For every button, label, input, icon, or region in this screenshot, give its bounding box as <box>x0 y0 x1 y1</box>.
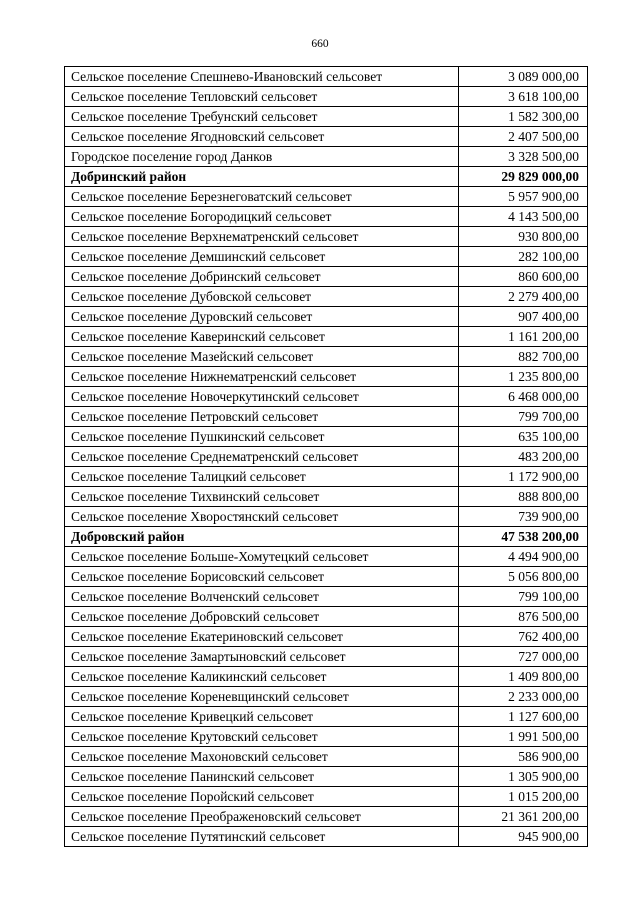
settlement-name-cell: Городское поселение город Данков <box>65 147 459 167</box>
table-row <box>65 347 588 367</box>
amount-cell: 1 235 800,00 <box>459 367 588 387</box>
amount-cell: 1 409 800,00 <box>459 667 588 687</box>
district-amount-cell: 29 829 000,00 <box>459 167 588 187</box>
amount-cell: 799 700,00 <box>459 407 588 427</box>
amount-cell: 3 089 000,00 <box>459 67 588 87</box>
amount-cell: 860 600,00 <box>459 267 588 287</box>
amount-cell: 4 494 900,00 <box>459 547 588 567</box>
settlement-name-cell: Сельское поселение Богородицкий сельсовет <box>65 207 459 227</box>
table-row <box>65 627 588 647</box>
district-name-cell: Добринский район <box>65 167 459 187</box>
settlement-name-cell: Сельское поселение Петровский сельсовет <box>65 407 459 427</box>
settlement-name-cell: Сельское поселение Березнеговатский сельсовет <box>65 187 459 207</box>
table-row <box>65 87 588 107</box>
amount-cell: 1 991 500,00 <box>459 727 588 747</box>
district-amount-cell: 47 538 200,00 <box>459 527 588 547</box>
settlement-name-cell: Сельское поселение Волченский сельсовет <box>65 587 459 607</box>
amount-cell: 727 000,00 <box>459 647 588 667</box>
budget-table-body <box>65 67 588 847</box>
settlement-name-cell: Сельское поселение Махоновский сельсовет <box>65 747 459 767</box>
table-row <box>65 287 588 307</box>
amount-cell: 1 582 300,00 <box>459 107 588 127</box>
amount-cell: 586 900,00 <box>459 747 588 767</box>
settlement-name-cell: Сельское поселение Демшинский сельсовет <box>65 247 459 267</box>
settlement-name-cell: Сельское поселение Спешнево-Ивановский сельсовет <box>65 67 459 87</box>
table-row <box>65 807 588 827</box>
settlement-name-cell: Сельское поселение Тихвинский сельсовет <box>65 487 459 507</box>
settlement-name-cell: Сельское поселение Требунский сельсовет <box>65 107 459 127</box>
settlement-name-cell: Сельское поселение Верхнематренский сельсовет <box>65 227 459 247</box>
table-row <box>65 567 588 587</box>
table-row <box>65 507 588 527</box>
district-name-cell: Добровский район <box>65 527 459 547</box>
settlement-name-cell: Сельское поселение Каликинский сельсовет <box>65 667 459 687</box>
settlement-name-cell: Сельское поселение Добринский сельсовет <box>65 267 459 287</box>
settlement-name-cell: Сельское поселение Мазейский сельсовет <box>65 347 459 367</box>
amount-cell: 1 172 900,00 <box>459 467 588 487</box>
table-row <box>65 787 588 807</box>
settlement-name-cell: Сельское поселение Нижнематренский сельсовет <box>65 367 459 387</box>
table-row <box>65 427 588 447</box>
table-row <box>65 467 588 487</box>
table-row <box>65 227 588 247</box>
amount-cell: 1 305 900,00 <box>459 767 588 787</box>
table-row <box>65 127 588 147</box>
amount-cell: 1 161 200,00 <box>459 327 588 347</box>
amount-cell: 882 700,00 <box>459 347 588 367</box>
settlement-name-cell: Сельское поселение Дубовской сельсовет <box>65 287 459 307</box>
settlement-name-cell: Сельское поселение Ягодновский сельсовет <box>65 127 459 147</box>
table-row <box>65 207 588 227</box>
settlement-name-cell: Сельское поселение Борисовский сельсовет <box>65 567 459 587</box>
amount-cell: 888 800,00 <box>459 487 588 507</box>
table-row <box>65 267 588 287</box>
amount-cell: 3 328 500,00 <box>459 147 588 167</box>
settlement-name-cell: Сельское поселение Дуровский сельсовет <box>65 307 459 327</box>
settlement-name-cell: Сельское поселение Хворостянский сельсовет <box>65 507 459 527</box>
table-row <box>65 587 588 607</box>
amount-cell: 5 056 800,00 <box>459 567 588 587</box>
district-total-row <box>65 167 588 187</box>
table-row <box>65 327 588 347</box>
table-row <box>65 747 588 767</box>
amount-cell: 930 800,00 <box>459 227 588 247</box>
amount-cell: 1 127 600,00 <box>459 707 588 727</box>
budget-table <box>64 66 588 847</box>
amount-cell: 3 618 100,00 <box>459 87 588 107</box>
table-row <box>65 67 588 87</box>
settlement-name-cell: Сельское поселение Талицкий сельсовет <box>65 467 459 487</box>
table-row <box>65 447 588 467</box>
settlement-name-cell: Сельское поселение Новочеркутинский сельсовет <box>65 387 459 407</box>
table-row <box>65 827 588 847</box>
amount-cell: 2 407 500,00 <box>459 127 588 147</box>
amount-cell: 21 361 200,00 <box>459 807 588 827</box>
settlement-name-cell: Сельское поселение Екатериновский сельсовет <box>65 627 459 647</box>
settlement-name-cell: Сельское поселение Кореневщинский сельсовет <box>65 687 459 707</box>
settlement-name-cell: Сельское поселение Крутовский сельсовет <box>65 727 459 747</box>
table-row <box>65 387 588 407</box>
table-row <box>65 647 588 667</box>
amount-cell: 483 200,00 <box>459 447 588 467</box>
table-row <box>65 667 588 687</box>
settlement-name-cell: Сельское поселение Тепловский сельсовет <box>65 87 459 107</box>
settlement-name-cell: Сельское поселение Путятинский сельсовет <box>65 827 459 847</box>
amount-cell: 762 400,00 <box>459 627 588 647</box>
settlement-name-cell: Сельское поселение Среднематренский сельсовет <box>65 447 459 467</box>
table-row <box>65 147 588 167</box>
amount-cell: 799 100,00 <box>459 587 588 607</box>
amount-cell: 5 957 900,00 <box>459 187 588 207</box>
table-row <box>65 247 588 267</box>
amount-cell: 635 100,00 <box>459 427 588 447</box>
settlement-name-cell: Сельское поселение Преображеновский сельсовет <box>65 807 459 827</box>
amount-cell: 4 143 500,00 <box>459 207 588 227</box>
table-row <box>65 607 588 627</box>
amount-cell: 282 100,00 <box>459 247 588 267</box>
district-total-row <box>65 527 588 547</box>
amount-cell: 907 400,00 <box>459 307 588 327</box>
amount-cell: 1 015 200,00 <box>459 787 588 807</box>
table-row <box>65 687 588 707</box>
settlement-name-cell: Сельское поселение Пушкинский сельсовет <box>65 427 459 447</box>
page-number: 660 <box>311 38 329 50</box>
table-row <box>65 707 588 727</box>
amount-cell: 945 900,00 <box>459 827 588 847</box>
table-row <box>65 307 588 327</box>
settlement-name-cell: Сельское поселение Замартыновский сельсовет <box>65 647 459 667</box>
amount-cell: 876 500,00 <box>459 607 588 627</box>
settlement-name-cell: Сельское поселение Панинский сельсовет <box>65 767 459 787</box>
table-row <box>65 187 588 207</box>
table-row <box>65 727 588 747</box>
table-row <box>65 407 588 427</box>
settlement-name-cell: Сельское поселение Больше-Хомутецкий сельсовет <box>65 547 459 567</box>
amount-cell: 2 233 000,00 <box>459 687 588 707</box>
settlement-name-cell: Сельское поселение Добровский сельсовет <box>65 607 459 627</box>
table-row <box>65 767 588 787</box>
settlement-name-cell: Сельское поселение Кривецкий сельсовет <box>65 707 459 727</box>
settlement-name-cell: Сельское поселение Поройский сельсовет <box>65 787 459 807</box>
settlement-name-cell: Сельское поселение Каверинский сельсовет <box>65 327 459 347</box>
table-row <box>65 487 588 507</box>
amount-cell: 2 279 400,00 <box>459 287 588 307</box>
amount-cell: 6 468 000,00 <box>459 387 588 407</box>
table-row <box>65 367 588 387</box>
table-row <box>65 107 588 127</box>
table-row <box>65 547 588 567</box>
amount-cell: 739 900,00 <box>459 507 588 527</box>
